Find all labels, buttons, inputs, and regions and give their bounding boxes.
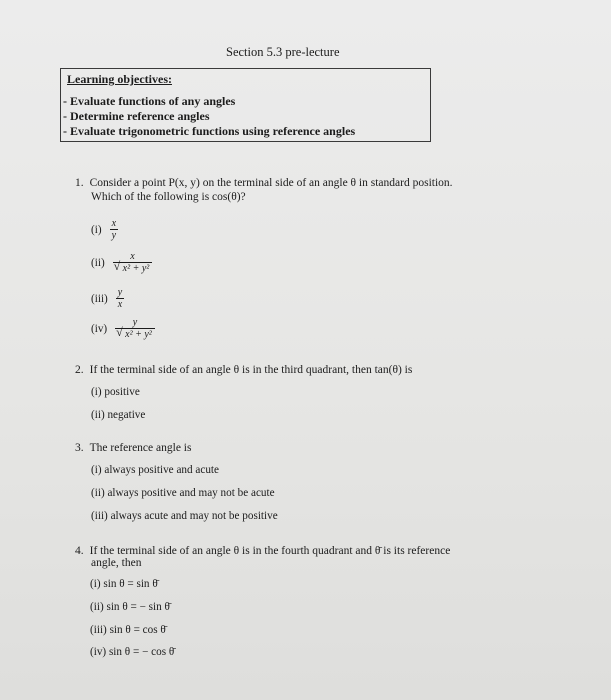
fraction: [113, 251, 153, 274]
q1-option-ii: [91, 251, 152, 274]
option-label: (iv): [91, 322, 108, 335]
q3-option-ii: (ii) always positive and may not be acute: [91, 487, 275, 499]
q3-option-i: (i) always positive and acute: [91, 464, 219, 476]
sqrt-symbol: [115, 263, 151, 274]
question-number: 4.: [75, 545, 84, 557]
question-3: [75, 442, 191, 454]
q2-option-i: (i) positive: [91, 386, 140, 398]
q1-option-i: [91, 218, 118, 241]
question-4: [75, 545, 450, 557]
question-number: 1.: [75, 177, 84, 189]
q4-option-ii: (ii) sin θ = − sin θ̄: [90, 601, 170, 613]
denominator: y: [111, 230, 117, 241]
q2-option-ii: (ii) negative: [91, 409, 146, 421]
question-text: If the terminal side of an angle θ is in the fourth quadrant and θ̄ is its reference: [89, 545, 451, 557]
question-1-line2: Which of the following is cos(θ)?: [91, 191, 246, 203]
numerator: y: [117, 287, 123, 298]
q4-option-iii: (iii) sin θ = cos θ̄: [90, 624, 166, 636]
objectives-heading: Learning objectives:: [67, 72, 172, 86]
option-label: (iii): [91, 292, 108, 305]
fraction: [110, 218, 118, 241]
question-text: Consider a point P(x, y) on the terminal side of an angle θ in standard position.: [89, 177, 453, 189]
option-label: (i): [91, 223, 102, 236]
question-4-line2: angle, then: [91, 557, 142, 569]
learning-objectives-box: [60, 68, 431, 142]
option-label: (ii): [91, 256, 105, 269]
denominator: x² + y²: [125, 329, 152, 340]
denominator: x: [117, 299, 123, 310]
numerator: y: [132, 317, 138, 328]
fraction: [115, 317, 155, 340]
q3-option-iii: (iii) always acute and may not be positive: [91, 510, 278, 522]
numerator: x: [111, 218, 117, 229]
question-number: 3.: [75, 442, 84, 454]
q4-option-iv: (iv) sin θ = − cos θ̄: [90, 646, 175, 658]
denominator: x² + y²: [122, 263, 150, 274]
objective-item: - Evaluate functions of any angles: [63, 94, 236, 108]
numerator: x: [130, 251, 135, 262]
question-2: [75, 364, 412, 376]
q4-option-i: (i) sin θ = sin θ̄: [90, 578, 158, 590]
q1-option-iii: [91, 287, 124, 310]
question-text: If the terminal side of an angle θ is in the third quadrant, then tan(θ) is: [89, 364, 413, 376]
question-1: [75, 177, 453, 189]
page-title: Section 5.3 pre-lecture: [226, 45, 340, 59]
sqrt-symbol: [117, 329, 153, 340]
q1-option-iv: [91, 317, 155, 340]
question-number: 2.: [75, 364, 84, 376]
objective-item: - Evaluate trigonometric functions using reference angles: [63, 124, 356, 138]
objective-item: - Determine reference angles: [63, 109, 210, 123]
question-text: The reference angle is: [89, 442, 192, 454]
fraction: [116, 287, 124, 310]
